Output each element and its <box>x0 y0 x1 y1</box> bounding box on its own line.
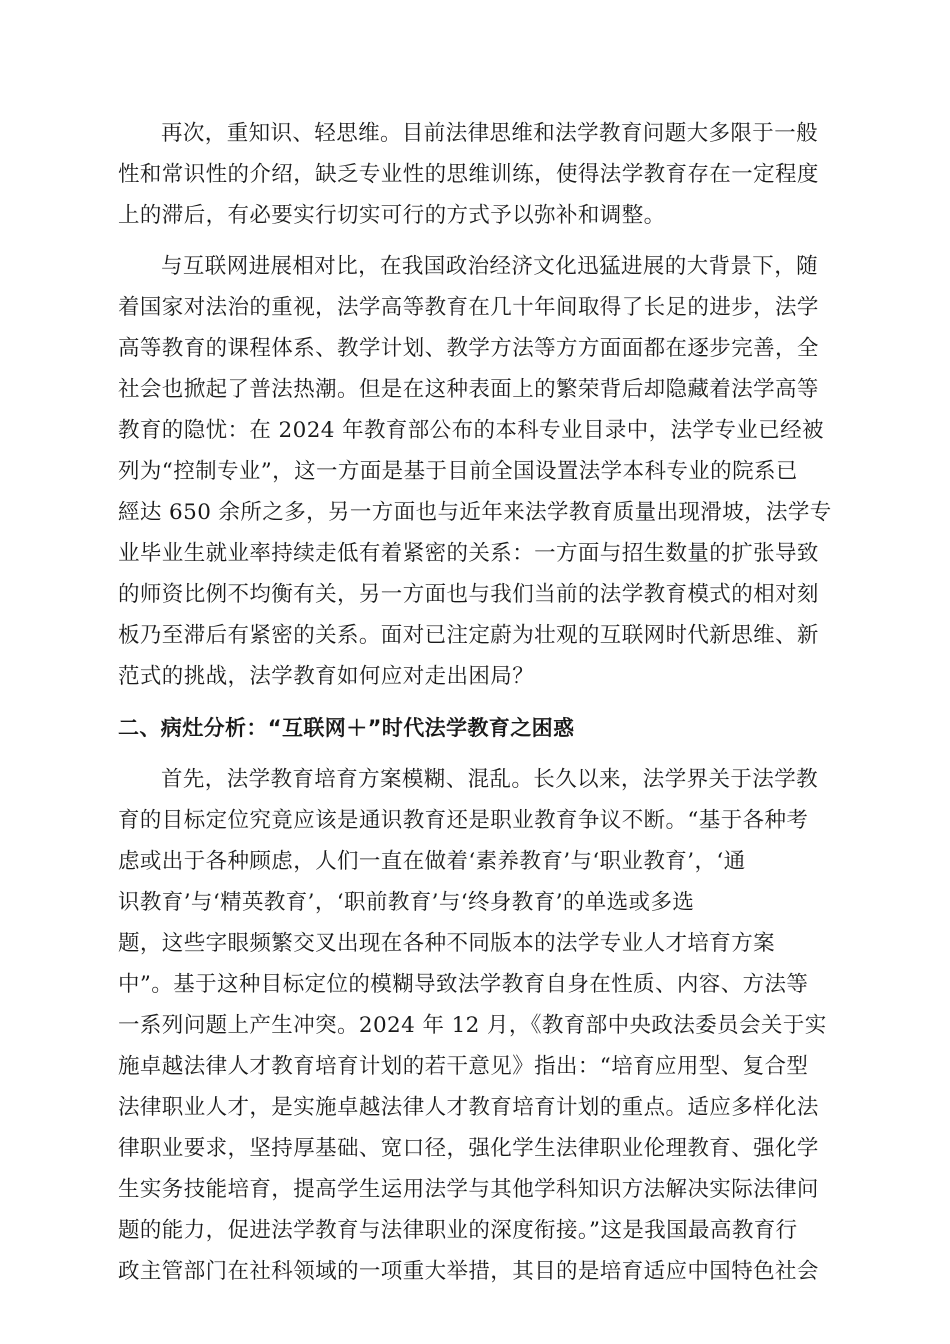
paragraph-2-line-10: 板乃至滞后有紧密的关系。面对已注定蔚为壮观的互联网时代新思维、新 <box>118 623 819 648</box>
paragraph-3-line-6: 中”。基于这种目标定位的模糊导致法学教育自身在性质、内容、方法等 <box>118 972 809 997</box>
paragraph-2-line-11: 范式的挑战，法学教育如何应对走出困局？ <box>118 664 535 689</box>
paragraph-2-line-9: 的师资比例不均衡有关，另一方面也与我们当前的法学教育模式的相对刻 <box>118 582 819 607</box>
paragraph-2-line-1: 与互联网进展相对比，在我国政治经济文化迅猛进展的大背景下，随 <box>161 254 819 279</box>
paragraph-3-line-10: 律职业要求，坚持厚基础、宽口径，强化学生法律职业伦理教育、强化学 <box>118 1136 819 1161</box>
paragraph-2-line-6: 列为“控制专业”，这一方面是基于目前全国设置法学本科专业的院系已 <box>118 459 798 484</box>
paragraph-3-line-9: 法律职业人才，是实施卓越法律人才教育培育计划的重点。适应多样化法 <box>118 1095 819 1120</box>
paragraph-3-line-3: 虑或出于各种顾虑，人们一直在做着‘素养教育’与‘职业教育’，‘通 <box>118 849 746 874</box>
paragraph-3-line-8: 施卓越法律人才教育培育计划的若干意见》指出：“培育应用型、复合型 <box>118 1054 809 1079</box>
paragraph-3-line-12: 题的能力，促进法学教育与法律职业的深度衔接。”这是我国最高教育行 <box>118 1218 798 1243</box>
paragraph-2-line-5: 教育的隐忧：在 2024 年教育部公布的本科专业目录中，法学专业已经被 <box>118 418 824 443</box>
paragraph-2-line-2: 着国家对法治的重视，法学高等教育在几十年间取得了长足的进步，法学 <box>118 295 819 320</box>
paragraph-1-line-1: 再次，重知识、轻思维。目前法律思维和法学教育问题大多限于一般 <box>161 121 819 146</box>
paragraph-2-line-4: 社会也掀起了普法热潮。但是在这种表面上的繁荣背后却隐藏着法学高等 <box>118 377 819 402</box>
paragraph-2-line-8: 业毕业生就业率持续走低有着紧密的关系：一方面与招生数量的扩张导致 <box>118 541 819 566</box>
paragraph-3-line-11: 生实务技能培育，提高学生运用法学与其他学科知识方法解决实际法律问 <box>118 1177 819 1202</box>
paragraph-3-line-7: 一系列问题上产生冲突。2024 年 12 月，《教育部中央政法委员会关于实 <box>118 1013 827 1038</box>
paragraph-3-line-2: 育的目标定位究竟应该是通识教育还是职业教育争议不断。“基于各种考 <box>118 808 809 833</box>
paragraph-3-line-5: 题，这些字眼频繁交叉出现在各种不同版本的法学专业人才培育方案 <box>118 931 776 956</box>
paragraph-1-line-2: 性和常识性的介绍，缺乏专业性的思维训练，使得法学教育存在一定程度 <box>118 162 819 187</box>
paragraph-2-line-7: 經达 650 余所之多，另一方面也与近年来法学教育质量出现滑坡，法学专 <box>118 500 832 525</box>
section-heading: 二、病灶分析：“互联网＋”时代法学教育之困惑 <box>118 716 575 740</box>
paragraph-3-line-13: 政主管部门在社科领域的一项重大举措，其目的是培育适应中国特色社会 <box>118 1259 819 1284</box>
paragraph-3-line-4: 识教育’与‘精英教育’，‘职前教育’与‘终身教育’的单选或多选 <box>118 890 695 915</box>
paragraph-3-line-1: 首先，法学教育培育方案模糊、混乱。长久以来，法学界关于法学教 <box>161 767 819 792</box>
paragraph-1-line-3: 上的滞后，有必要实行切实可行的方式予以弥补和调整。 <box>118 203 666 228</box>
paragraph-2-line-3: 高等教育的课程体系、教学计划、教学方法等方方面面都在逐步完善，全 <box>118 336 819 361</box>
